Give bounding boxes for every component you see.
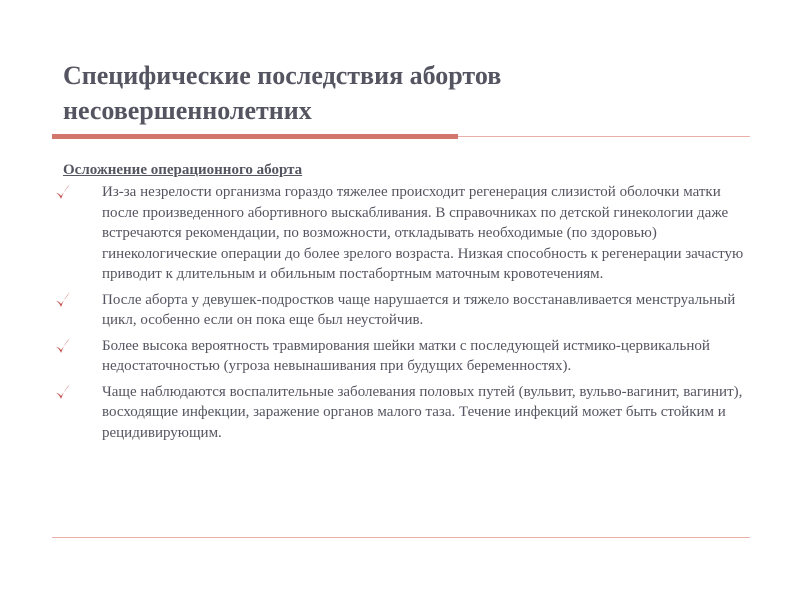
section-subtitle: Осложнение операционного аборта (63, 162, 303, 178)
bullet-list (52, 182, 752, 448)
list-item (52, 382, 752, 444)
list-item (52, 182, 752, 285)
bullet-text: После аборта у девушек-подростков чаще нарушается и тяжело восстанавливается менструальный цикл, особенно если он пока еще был неустойчив. (102, 291, 736, 328)
title-divider-accent (52, 134, 458, 139)
checkmark-icon (54, 382, 72, 402)
slide-title: Специфические последствия абортов несовершеннолетних (63, 61, 502, 125)
bullet-text: Более высока вероятность травмирования шейки матки с последующей истмико-цервикальной недостаточностью (угроза невынашивания при будущих беременностях). (102, 337, 710, 374)
list-item (52, 336, 752, 377)
bullet-text: Из-за незрелости организма гораздо тяжелее происходит регенерация слизистой оболочки матки после произведенного абортивного выскабливания. В справочниках по детской гинекологии даже встречаются рекомендации, по возможности, откладывать необходимые (по здоровью) гинекологические операции до более зрелого возраста. Низкая способность к регенерации зачастую приводит к длительным и обильным постабортным маточным кровотечениям. (102, 184, 744, 282)
list-item (52, 290, 752, 331)
checkmark-icon (54, 182, 72, 202)
checkmark-icon (54, 336, 72, 356)
bullet-text: Чаще наблюдаются воспалительные заболевания половых путей (вульвит, вульво-вагинит, вагинит), восходящие инфекции, заражение органов малого таза. Течение инфекций может быть стойким и рецидивирующим. (102, 383, 743, 441)
bottom-divider (52, 537, 750, 538)
checkmark-icon (54, 290, 72, 310)
